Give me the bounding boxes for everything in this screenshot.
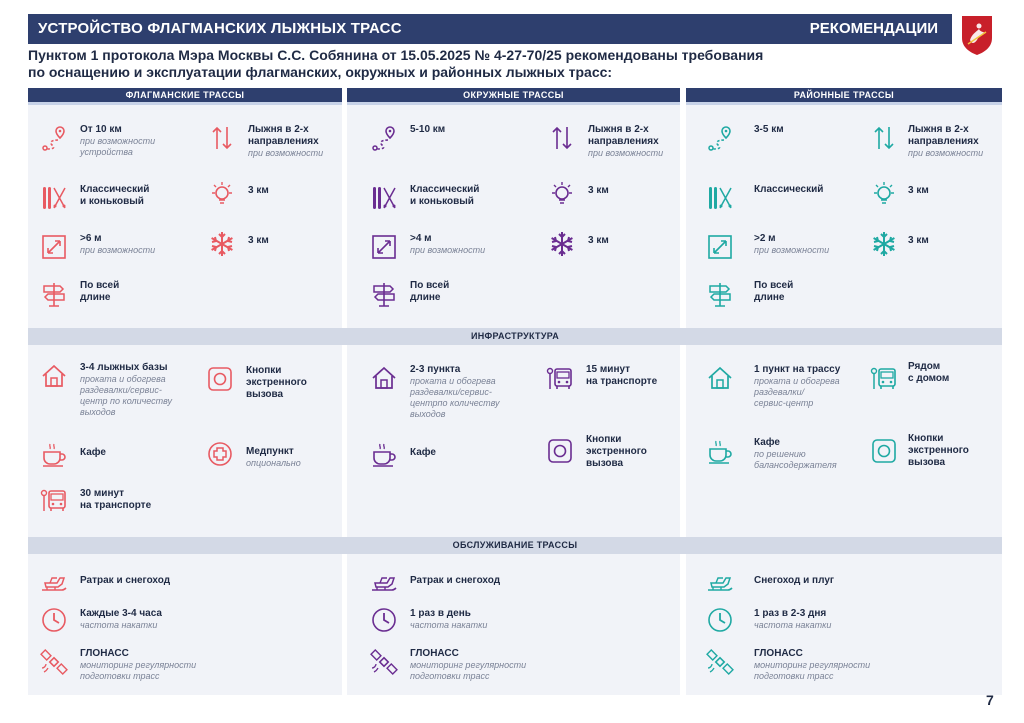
item-main: длине <box>80 292 111 303</box>
item-main: Кнопки <box>908 433 944 444</box>
item-main: ГЛОНАСС <box>410 648 459 659</box>
item-main: 1 раз в день <box>410 608 471 619</box>
snowflake-icon <box>208 230 236 258</box>
item-sub: частота накатки <box>410 620 488 630</box>
item-main: >4 м <box>410 233 432 244</box>
item-main: длине <box>754 292 785 303</box>
emergency-button-icon <box>870 437 898 465</box>
item-sub: мониторинг регулярности <box>410 660 527 670</box>
snowmobile-icon <box>40 568 68 596</box>
item-sub: опционально <box>246 458 301 468</box>
light-bulb-icon <box>548 180 576 208</box>
item-main: направлениях <box>248 136 319 147</box>
item-sub: раздевалки/сервис- <box>410 387 492 397</box>
item-main: направлениях <box>908 136 979 147</box>
item-main: 3 км <box>908 185 929 196</box>
item-main: 2-3 пункта <box>410 364 461 375</box>
bus-stop-icon <box>870 364 898 392</box>
item-sub: сервис-центр <box>754 398 814 408</box>
route-icon <box>706 124 734 152</box>
light-bulb-icon <box>870 180 898 208</box>
item-main: и коньковый <box>80 196 144 207</box>
item-main: >6 м <box>80 233 102 244</box>
section-infrastructure: ИНФРАСТРУКТУРА <box>28 328 1002 345</box>
item-main: По всей <box>80 280 120 291</box>
item-sub: проката и обогрева <box>410 376 496 386</box>
item-main: Кафе <box>410 447 436 458</box>
two-way-arrows-icon <box>548 124 576 152</box>
item-main: длине <box>410 292 441 303</box>
item-main: Ратрак и снегоход <box>80 575 171 586</box>
item-main: 3-5 км <box>754 124 784 135</box>
item-main: 1 раз в 2-3 дня <box>754 608 827 619</box>
item-main: 3 км <box>588 235 609 246</box>
item-sub: балансодержателя <box>754 460 837 470</box>
item-main: Ратрак и снегоход <box>410 575 501 586</box>
item-main: вызова <box>246 389 284 400</box>
item-sub: раздевалки/ <box>754 387 805 397</box>
item-sub: проката и обогрева <box>80 374 166 384</box>
header-right-label: РЕКОМЕНДАЦИИ <box>809 20 938 37</box>
item-sub: подготовки трасс <box>80 671 160 681</box>
item-sub: при возможности <box>588 148 664 158</box>
item-main: 3 км <box>908 235 929 246</box>
item-sub: при возможности <box>908 148 984 158</box>
house-icon <box>706 364 734 392</box>
item-main: Кафе <box>80 447 106 458</box>
two-way-arrows-icon <box>208 124 236 152</box>
item-main: Кафе <box>754 437 780 448</box>
page-number: 7 <box>986 692 994 708</box>
item-main: на транспорте <box>586 376 658 387</box>
skis-icon <box>370 184 398 212</box>
medical-cross-icon <box>206 440 234 468</box>
clock-icon <box>370 606 398 634</box>
item-sub: мониторинг регулярности <box>80 660 197 670</box>
item-sub: при возможности <box>80 245 156 255</box>
satellite-icon <box>706 648 734 676</box>
emergency-button-icon <box>206 365 234 393</box>
house-icon <box>370 364 398 392</box>
snowmobile-icon <box>370 568 398 596</box>
bus-stop-icon <box>40 486 68 514</box>
item-main: 15 минут <box>586 364 631 375</box>
signpost-icon <box>40 280 68 308</box>
item-sub: мониторинг регулярности <box>754 660 871 670</box>
item-sub: частота накатки <box>80 620 158 630</box>
clock-icon <box>706 606 734 634</box>
item-main: 5-10 км <box>410 124 446 135</box>
item-sub: проката и обогрева <box>754 376 840 386</box>
two-way-arrows-icon <box>870 124 898 152</box>
coffee-cup-icon <box>706 437 734 465</box>
column-header-flag: ФЛАГМАНСКИЕ ТРАССЫ <box>28 88 342 102</box>
item-sub: при возможности <box>248 148 324 158</box>
item-main: вызова <box>908 457 946 468</box>
intro-line-1: Пунктом 1 протокола Мэра Москвы С.С. Собянина от 15.05.2025 № 4-27-70/25 рекомендованы требования <box>28 47 764 63</box>
item-sub: центрпо количеству <box>410 398 500 408</box>
item-sub: частота накатки <box>754 620 832 630</box>
item-main: ГЛОНАСС <box>754 648 803 659</box>
item-main: Классический <box>80 184 150 195</box>
intro-line-2: по оснащению и эксплуатации флагманских, окружных и районных лыжных трасс: <box>28 64 613 80</box>
item-main: ГЛОНАСС <box>80 648 129 659</box>
item-main: 3 км <box>248 235 269 246</box>
signpost-icon <box>706 280 734 308</box>
moscow-coat-of-arms-icon <box>960 14 994 56</box>
snowmobile-icon <box>706 568 734 596</box>
route-icon <box>40 124 68 152</box>
route-icon <box>370 124 398 152</box>
snowflake-icon <box>548 230 576 258</box>
snowflake-icon <box>870 230 898 258</box>
skis-icon <box>706 184 734 212</box>
item-sub: по решению <box>754 449 806 459</box>
item-main: экстренного <box>586 446 647 457</box>
item-main: Лыжня в 2-х <box>908 124 969 135</box>
item-main: Каждые 3-4 часа <box>80 608 162 619</box>
item-main: Лыжня в 2-х <box>588 124 649 135</box>
item-main: Медпункт <box>246 446 294 457</box>
section-service: ОБСЛУЖИВАНИЕ ТРАССЫ <box>28 537 1002 554</box>
item-sub: подготовки трасс <box>410 671 490 681</box>
bus-stop-icon <box>546 364 574 392</box>
satellite-icon <box>40 648 68 676</box>
item-main: 3-4 лыжных базы <box>80 362 168 373</box>
item-sub: подготовки трасс <box>754 671 834 681</box>
item-sub: выходов <box>80 407 116 417</box>
item-main: Снегоход и плуг <box>754 575 835 586</box>
item-sub: раздевалки/сервис- <box>80 385 162 395</box>
item-sub: при возможности <box>80 136 156 146</box>
item-main: и коньковый <box>410 196 474 207</box>
item-sub: устройства <box>80 147 133 157</box>
item-main: направлениях <box>588 136 659 147</box>
intro-text <box>28 47 808 81</box>
item-main: 3 км <box>588 185 609 196</box>
item-main: По всей <box>754 280 794 291</box>
item-main: на транспорте <box>80 500 152 511</box>
width-arrow-icon <box>40 233 68 261</box>
item-main: Кнопки <box>586 434 622 445</box>
signpost-icon <box>370 280 398 308</box>
item-main: Кнопки <box>246 365 282 376</box>
item-main: 1 пункт на трассу <box>754 364 841 375</box>
item-main: От 10 км <box>80 124 122 135</box>
item-main: Лыжня в 2-х <box>248 124 309 135</box>
item-main: экстренного <box>908 445 969 456</box>
page-title: УСТРОЙСТВО ФЛАГМАНСКИХ ЛЫЖНЫХ ТРАСС <box>38 20 402 37</box>
item-main: 30 минут <box>80 488 125 499</box>
item-sub: центр по количеству <box>80 396 173 406</box>
emergency-button-icon <box>546 437 574 465</box>
item-sub: при возможности <box>410 245 486 255</box>
item-main: По всей <box>410 280 450 291</box>
clock-icon <box>40 606 68 634</box>
item-main: Рядом <box>908 361 941 372</box>
item-main: 3 км <box>248 185 269 196</box>
coffee-cup-icon <box>40 440 68 468</box>
item-sub: выходов <box>410 409 446 419</box>
satellite-icon <box>370 648 398 676</box>
skis-icon <box>40 184 68 212</box>
item-main: вызова <box>586 458 624 469</box>
item-sub: при возможности <box>754 245 830 255</box>
header-bar <box>28 14 952 44</box>
column-header-rai: РАЙОННЫЕ ТРАССЫ <box>686 88 1002 102</box>
item-main: Классический <box>754 184 824 195</box>
width-arrow-icon <box>370 233 398 261</box>
item-main: экстренного <box>246 377 307 388</box>
coffee-cup-icon <box>370 440 398 468</box>
width-arrow-icon <box>706 233 734 261</box>
column-header-okr: ОКРУЖНЫЕ ТРАССЫ <box>347 88 680 102</box>
item-main: с домом <box>908 373 950 384</box>
item-main: Классический <box>410 184 480 195</box>
light-bulb-icon <box>208 180 236 208</box>
item-main: >2 м <box>754 233 776 244</box>
house-icon <box>40 362 68 390</box>
